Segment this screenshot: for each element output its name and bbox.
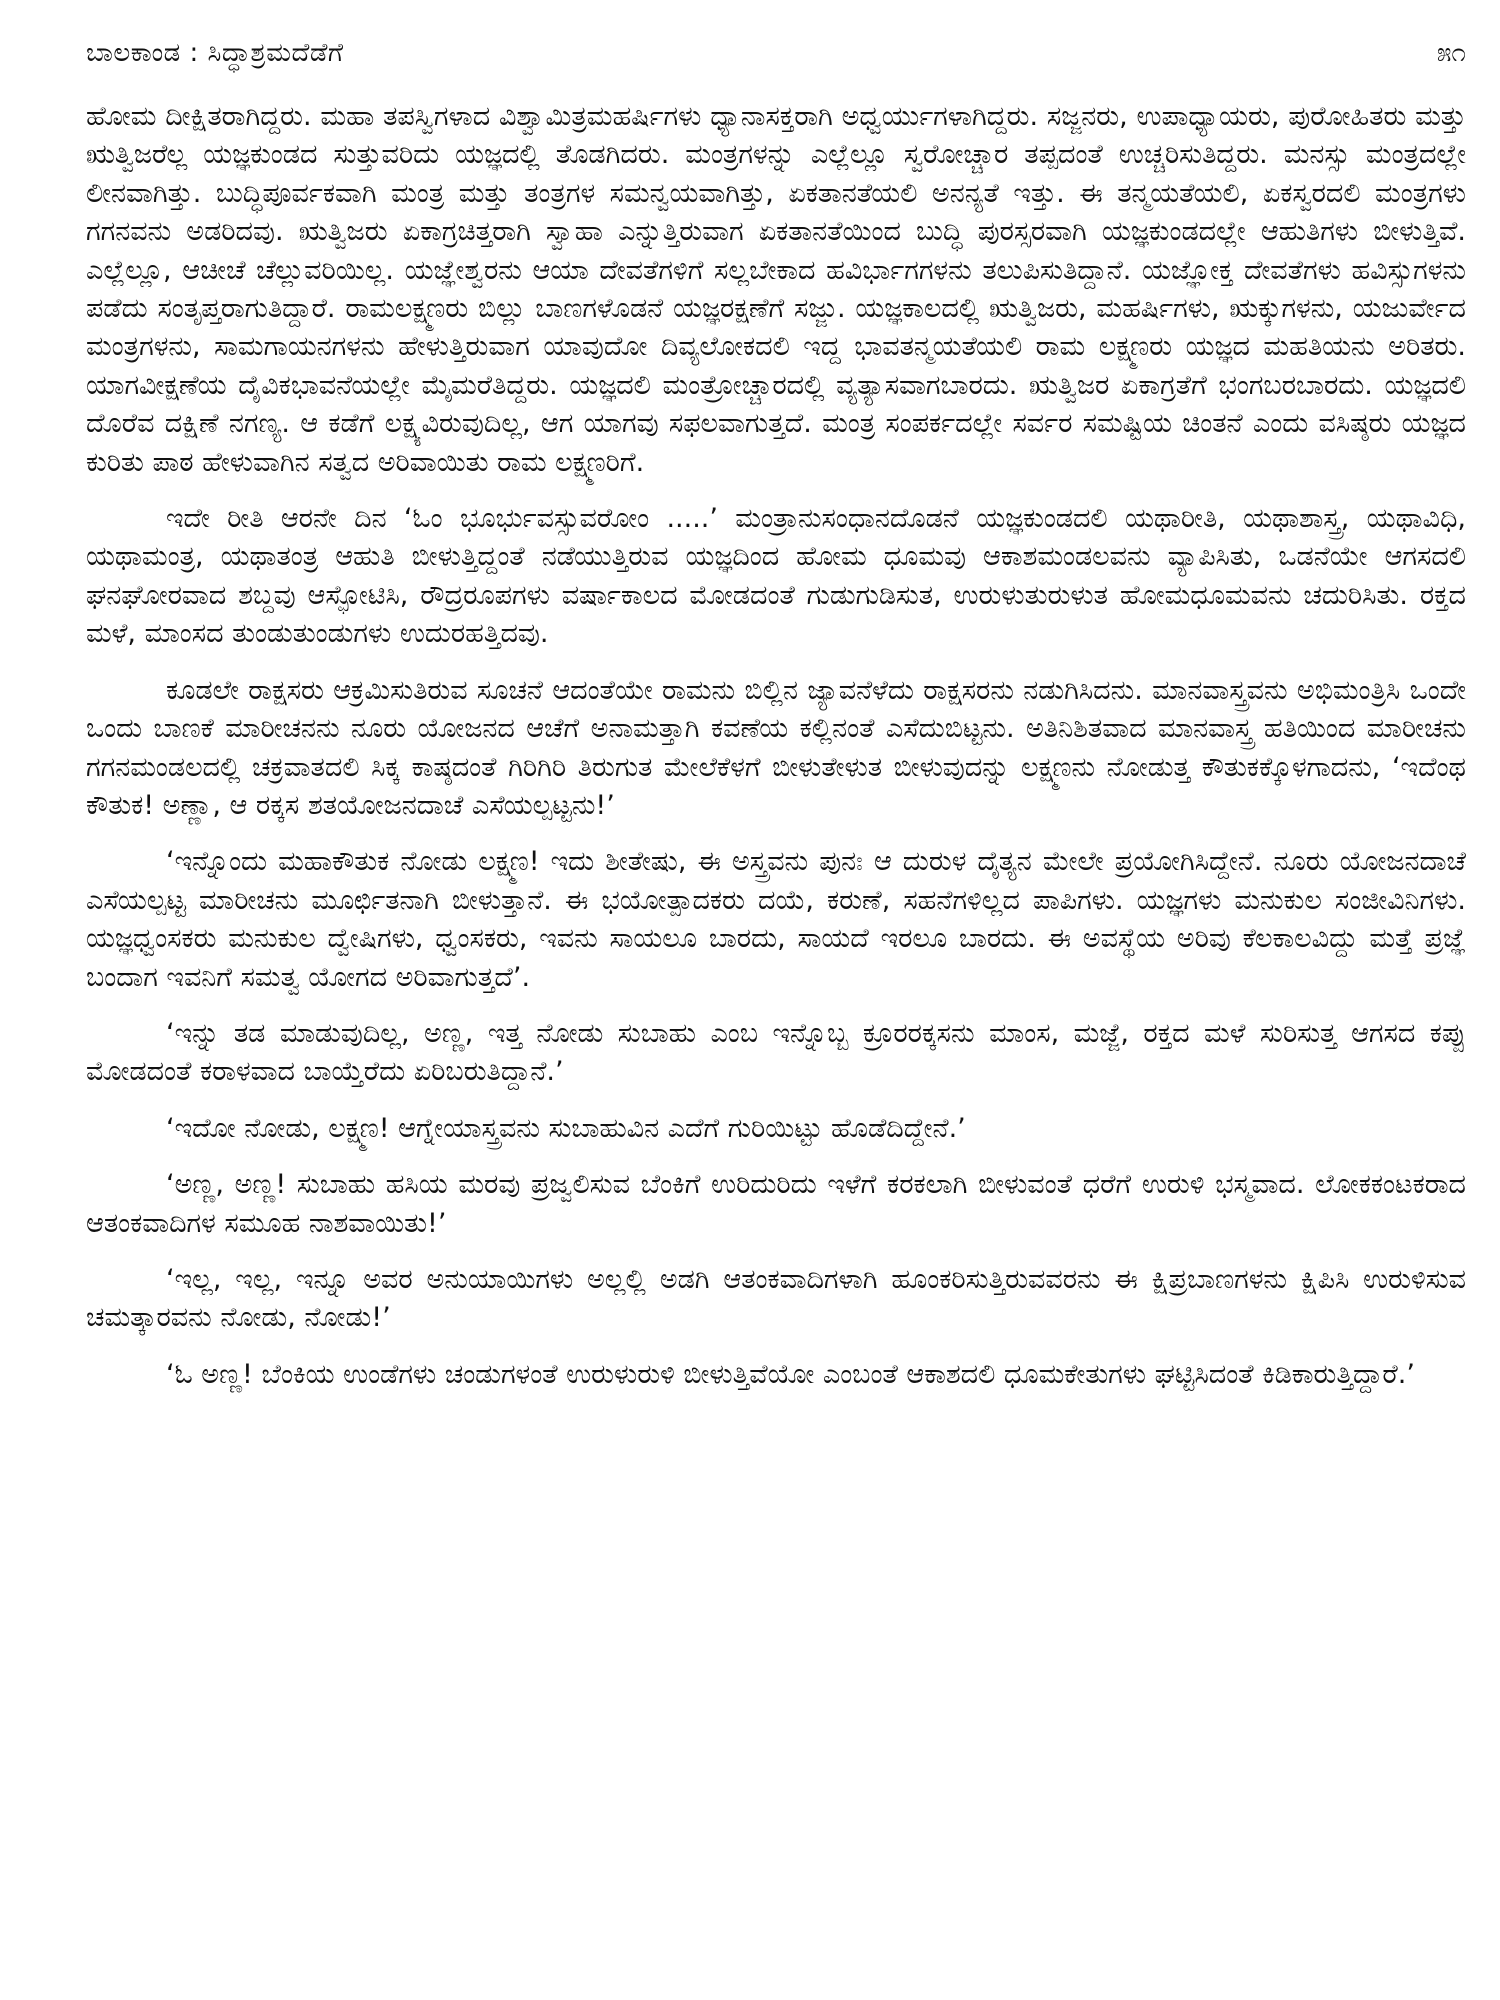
- paragraph: ‘ಇನ್ನೊಂದು ಮಹಾಕೌತುಕ ನೋಡು ಲಕ್ಷ್ಮಣ! ಇದು ಶೀತೇಷು, ಈ ಅಸ್ತ್ರವನು ಪುನಃ ಆ ದುರುಳ ದೈತ್ಯನ ಮೇಲೇ ಪ್ರಯೋಗಿಸಿದ್ದೇನೆ. ನೂರು ಯೋಜನದಾಚೆ ಎಸೆಯಲ್ಪಟ್ಟ ಮಾರೀಚನು ಮೂರ್ಛಿತನಾಗಿ ಬೀಳುತ್ತಾನೆ. ಈ ಭಯೋತ್ಪಾದಕರು ದಯೆ, ಕರುಣೆ, ಸಹನೆಗಳಿಲ್ಲದ ಪಾಪಿಗಳು. ಯಜ್ಞಗಳು ಮನುಕುಲ ಸಂಜೀವಿನಿಗಳು. ಯಜ್ಞಧ್ವಂಸಕರು ಮನುಕುಲ ದ್ವೇಷಿಗಳು, ಧ್ವಂಸಕರು, ಇವನು ಸಾಯಲೂ ಬಾರದು, ಸಾಯದೆ ಇರಲೂ ಬಾರದು. ಈ ಅವಸ್ಥೆಯ ಅರಿವು ಕೆಲಕಾಲವಿದ್ದು ಮತ್ತೆ ಪ್ರಜ್ಞೆ ಬಂದಾಗ ಇವನಿಗೆ ಸಮತ್ವ ಯೋಗದ ಅರಿವಾಗುತ್ತದೆ’.: [86, 846, 1466, 993]
- body-text: [86, 98, 1466, 1394]
- book-page: [86, 38, 1466, 1978]
- paragraph: ‘ಇನ್ನು ತಡ ಮಾಡುವುದಿಲ್ಲ, ಅಣ್ಣ, ಇತ್ತ ನೋಡು ಸುಬಾಹು ಎಂಬ ಇನ್ನೊಬ್ಬ ಕ್ರೂರರಕ್ಕಸನು ಮಾಂಸ, ಮಜ್ಜೆ, ರಕ್ತದ ಮಳೆ ಸುರಿಸುತ್ತ ಆಗಸದ ಕಪ್ಪು ಮೋಡದಂತೆ ಕರಾಳವಾದ ಬಾಯ್ತೆರೆದು ಏರಿಬರುತಿದ್ದಾನೆ.’: [86, 1017, 1466, 1088]
- paragraph: ‘ಓ ಅಣ್ಣ! ಬೆಂಕಿಯ ಉಂಡೆಗಳು ಚಂಡುಗಳಂತೆ ಉರುಳುರುಳಿ ಬೀಳುತ್ತಿವೆಯೋ ಎಂಬಂತೆ ಆಕಾಶದಲಿ ಧೂಮಕೇತುಗಳು ಘಟ್ಟಿಸಿದಂತೆ ಕಿಡಿಕಾರುತ್ತಿದ್ದಾರೆ.’: [166, 1358, 1415, 1390]
- paragraph: ಕೂಡಲೇ ರಾಕ್ಷಸರು ಆಕ್ರಮಿಸುತಿರುವ ಸೂಚನೆ ಆದಂತೆಯೇ ರಾಮನು ಬಿಲ್ಲಿನ ಜ್ಯಾವನೆಳೆದು ರಾಕ್ಷಸರನು ನಡುಗಿಸಿದನು. ಮಾನವಾಸ್ತ್ರವನು ಅಭಿಮಂತ್ರಿಸಿ ಒಂದೇ ಒಂದು ಬಾಣಕೆ ಮಾರೀಚನನು ನೂರು ಯೋಜನದ ಆಚೆಗೆ ಅನಾಮತ್ತಾಗಿ ಕವಣೆಯ ಕಲ್ಲಿನಂತೆ ಎಸೆದುಬಿಟ್ಟನು. ಅತಿನಿಶಿತವಾದ ಮಾನವಾಸ್ತ್ರ ಹತಿಯಿಂದ ಮಾರೀಚನು ಗಗನಮಂಡಲದಲ್ಲಿ ಚಕ್ರವಾತದಲಿ ಸಿಕ್ಕ ಕಾಷ್ಠದಂತೆ ಗಿರಿಗಿರಿ ತಿರುಗುತ ಮೇಲೆಕೆಳಗೆ ಬೀಳುತೇಳುತ ಬೀಳುವುದನ್ನು ಲಕ್ಷ್ಮಣನು ನೋಡುತ್ತ ಕೌತುಕಕ್ಕೊಳಗಾದನು, ‘ಇದೆಂಥ ಕೌತುಕ! ಅಣ್ಣಾ, ಆ ರಕ್ಕಸ ಶತಯೋಜನದಾಚೆ ಎಸೆಯಲ್ಪಟ್ಟನು!’: [86, 674, 1466, 821]
- paragraph: ‘ಅಣ್ಣ, ಅಣ್ಣ! ಸುಬಾಹು ಹಸಿಯ ಮರವು ಪ್ರಜ್ವಲಿಸುವ ಬೆಂಕಿಗೆ ಉರಿದುರಿದು ಇಳೆಗೆ ಕರಕಲಾಗಿ ಬೀಳುವಂತೆ ಧರೆಗೆ ಉರುಳಿ ಭಸ್ಮವಾದ. ಲೋಕಕಂಟಕರಾದ ಆತಂಕವಾದಿಗಳ ಸಮೂಹ ನಾಶವಾಯಿತು!’: [86, 1169, 1466, 1239]
- paragraph: ಹೋಮ ದೀಕ್ಷಿತರಾಗಿದ್ದರು. ಮಹಾ ತಪಸ್ವಿಗಳಾದ ವಿಶ್ವಾಮಿತ್ರಮಹರ್ಷಿಗಳು ಧ್ಯಾನಾಸಕ್ತರಾಗಿ ಅಧ್ವರ್ಯುಗಳಾಗಿದ್ದರು. ಸಜ್ಜನರು, ಉಪಾಧ್ಯಾಯರು, ಪುರೋಹಿತರು ಮತ್ತು ಋತ್ವಿಜರೆಲ್ಲ ಯಜ್ಞಕುಂಡದ ಸುತ್ತುವರಿದು ಯಜ್ಞದಲ್ಲಿ ತೊಡಗಿದರು. ಮಂತ್ರಗಳನ್ನು ಎಲ್ಲೆಲ್ಲೂ ಸ್ವರೋಚ್ಚಾರ ತಪ್ಪದಂತೆ ಉಚ್ಚರಿಸುತಿದ್ದರು. ಮನಸ್ಸು ಮಂತ್ರದಲ್ಲೇ ಲೀನವಾಗಿತ್ತು. ಬುದ್ಧಿಪೂರ್ವಕವಾಗಿ ಮಂತ್ರ ಮತ್ತು ತಂತ್ರಗಳ ಸಮನ್ವಯವಾಗಿತ್ತು, ಏಕತಾನತೆಯಲಿ ಅನನ್ಯತೆ ಇತ್ತು. ಈ ತನ್ಮಯತೆಯಲಿ, ಏಕಸ್ವರದಲಿ ಮಂತ್ರಗಳು ಗಗನವನು ಅಡರಿದವು. ಋತ್ವಿಜರು ಏಕಾಗ್ರಚಿತ್ತರಾಗಿ ಸ್ವಾಹಾ ಎನ್ನುತ್ತಿರುವಾಗ ಏಕತಾನತೆಯಿಂದ ಬುದ್ಧಿ ಪುರಸ್ಸರವಾಗಿ ಯಜ್ಞಕುಂಡದಲ್ಲೇ ಆಹುತಿಗಳು ಬೀಳುತ್ತಿವೆ. ಎಲ್ಲೆಲ್ಲೂ, ಆಚೀಚೆ ಚೆಲ್ಲುವರಿಯಿಲ್ಲ. ಯಜ್ಞೇಶ್ವರನು ಆಯಾ ದೇವತೆಗಳಿಗೆ ಸಲ್ಲಬೇಕಾದ ಹವಿರ್ಭಾಗಗಳನು ತಲುಪಿಸುತಿದ್ದಾನೆ. ಯಜ್ಞೋಕ್ತ ದೇವತೆಗಳು ಹವಿಸ್ಸುಗಳನು ಪಡೆದು ಸಂತೃಪ್ತರಾಗುತಿದ್ದಾರೆ. ರಾಮಲಕ್ಷ್ಮಣರು ಬಿಲ್ಲು ಬಾಣಗಳೊಡನೆ ಯಜ್ಞರಕ್ಷಣೆಗೆ ಸಜ್ಜು. ಯಜ್ಞಕಾಲದಲ್ಲಿ ಋತ್ವಿಜರು, ಮಹರ್ಷಿಗಳು, ಋಕ್ಕುಗಳನು, ಯಜುರ್ವೇದ ಮಂತ್ರಗಳನು, ಸಾಮಗಾಯನಗಳನು ಹೇಳುತ್ತಿರುವಾಗ ಯಾವುದೋ ದಿವ್ಯಲೋಕದಲಿ ಇದ್ದ ಭಾವತನ್ಮಯತೆಯಲಿ ರಾಮ ಲಕ್ಷ್ಮಣರು ಯಜ್ಞದ ಮಹತಿಯನು ಅರಿತರು. ಯಾಗವೀಕ್ಷಣೆಯ ದೈವಿಕಭಾವನೆಯಲ್ಲೇ ಮೈಮರೆತಿದ್ದರು. ಯಜ್ಞದಲಿ ಮಂತ್ರೋಚ್ಚಾರದಲ್ಲಿ ವ್ಯತ್ಯಾಸವಾಗಬಾರದು. ಋತ್ವಿಜರ ಏಕಾಗ್ರತೆಗೆ ಭಂಗಬರಬಾರದು. ಯಜ್ಞದಲಿ ದೊರೆವ ದಕ್ಷಿಣೆ ನಗಣ್ಯ. ಆ ಕಡೆಗೆ ಲಕ್ಷ್ಯವಿರುವುದಿಲ್ಲ, ಆಗ ಯಾಗವು ಸಫಲವಾಗುತ್ತದೆ. ಮಂತ್ರ ಸಂಪರ್ಕದಲ್ಲೇ ಸರ್ವರ ಸಮಷ್ಟಿಯ ಚಿಂತನೆ ಎಂದು ವಸಿಷ್ಠರು ಯಜ್ಞದ ಕುರಿತು ಪಾಠ ಹೇಳುವಾಗಿನ ಸತ್ವದ ಅರಿವಾಯಿತು ರಾಮ ಲಕ್ಷ್ಮಣರಿಗೆ.: [86, 101, 1466, 478]
- paragraph: ‘ಇದೋ ನೋಡು, ಲಕ್ಷ್ಮಣ! ಆಗ್ನೇಯಾಸ್ತ್ರವನು ಸುಬಾಹುವಿನ ಎದೆಗೆ ಗುರಿಯಿಟ್ಟು ಹೊಡೆದಿದ್ದೇನೆ.’: [166, 1112, 966, 1144]
- page-header: [86, 38, 1466, 84]
- page-number: ೫೧: [1436, 38, 1466, 68]
- running-head: ಬಾಲಕಾಂಡ : ಸಿದ್ಧಾಶ್ರಮದೆಡೆಗೆ: [86, 38, 344, 68]
- paragraph: ಇದೇ ರೀತಿ ಆರನೇ ದಿನ ‘ಓಂ ಭೂರ್ಭುವಸ್ಸುವರೋಂ .....’ ಮಂತ್ರಾನುಸಂಧಾನದೊಡನೆ ಯಜ್ಞಕುಂಡದಲಿ ಯಥಾರೀತಿ, ಯಥಾಶಾಸ್ತ್ರ, ಯಥಾವಿಧಿ, ಯಥಾಮಂತ್ರ, ಯಥಾತಂತ್ರ ಆಹುತಿ ಬೀಳುತ್ತಿದ್ದಂತೆ ನಡೆಯುತ್ತಿರುವ ಯಜ್ಞದಿಂದ ಹೋಮ ಧೂಮವು ಆಕಾಶಮಂಡಲವನು ವ್ಯಾಪಿಸಿತು, ಒಡನೆಯೇ ಆಗಸದಲಿ ಘನಘೋರವಾದ ಶಬ್ದವು ಆಸ್ಫೋಟಿಸಿ, ರೌದ್ರರೂಪಗಳು ವರ್ಷಾಕಾಲದ ಮೋಡದಂತೆ ಗುಡುಗುಡಿಸುತ, ಉರುಳುತುರುಳುತ ಹೋಮಧೂಮವನು ಚದುರಿಸಿತು. ರಕ್ತದ ಮಳೆ, ಮಾಂಸದ ತುಂಡುತುಂಡುಗಳು ಉದುರಹತ್ತಿದವು.: [86, 503, 1466, 650]
- paragraph: ‘ಇಲ್ಲ, ಇಲ್ಲ, ಇನ್ನೂ ಅವರ ಅನುಯಾಯಿಗಳು ಅಲ್ಲಲ್ಲಿ ಅಡಗಿ ಆತಂಕವಾದಿಗಳಾಗಿ ಹೂಂಕರಿಸುತ್ತಿರುವವರನು ಈ ಕ್ಷಿಪ್ರಬಾಣಗಳನು ಕ್ಷಿಪಿಸಿ ಉರುಳಿಸುವ ಚಮತ್ಕಾರವನು ನೋಡು, ನೋಡು!’: [86, 1263, 1466, 1334]
